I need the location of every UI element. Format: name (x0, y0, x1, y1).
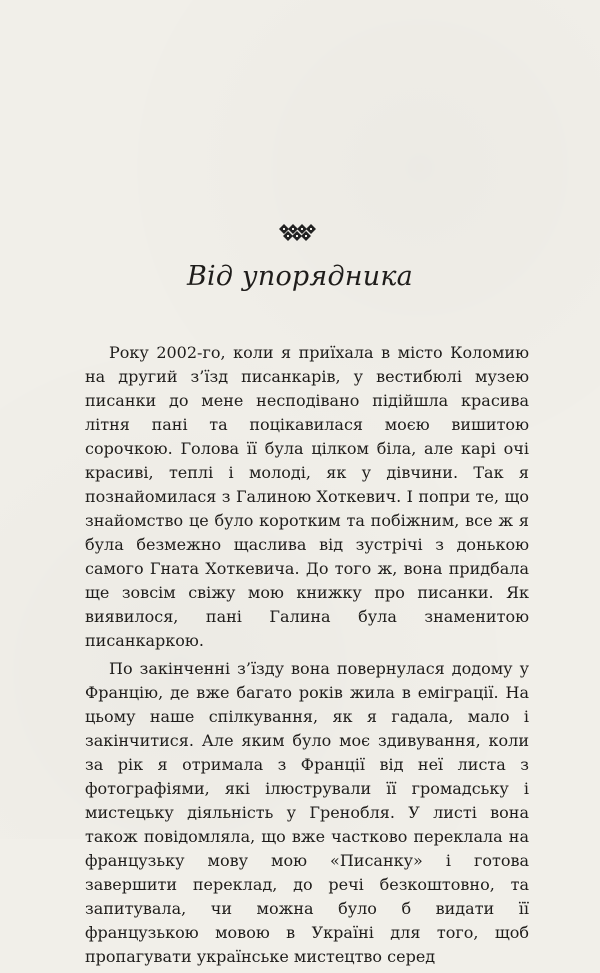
ornament-icon (277, 222, 323, 244)
page-title: Від упорядника (187, 261, 413, 292)
paragraph-1: Року 2002-го, коли я приїхала в місто Коломию на другий з’їзд писанкарів, у вестибюлі музею писанки до мене несподівано підійшла красива літня пані та поцікавилася моєю вишитою сорочкою. Голова її була цілком біла, але карі очі красиві, теплі і молоді, як у дівчини. Так я познайомилася з Галиною Хоткевич. І попри те, що знайомство це було коротким та побіжним, все ж я була безмежно щаслива від зустрічі з донькою самого Гната Хоткевича. До того ж, вона придбала ще зовсім свіжу мою книжку про писанки. Як виявилося, пані Галина була знаменитою писанкаркою. (85, 343, 529, 650)
main-text (85, 341, 529, 973)
paragraph-2: По закінченні з’їзду вона повернулася додому у Францію, де вже багато років жила в еміграції. На цьому наше спілкування, як я гадала, мало і закінчитися. Але яким було моє здивування, коли за рік я отримала з Франції від неї листа з фотографіями, які ілюстрували її громадську і мистецьку діяльність у Гренобля. У листі вона також повідомляла, що вже частково переклала на французьку мову мою «Писанку» і готова завершити переклад, до речі безкоштовно, та запитувала, чи можна було б видати її французькою мовою в Україні для того, щоб пропагувати українське мистецтво серед (85, 659, 529, 966)
